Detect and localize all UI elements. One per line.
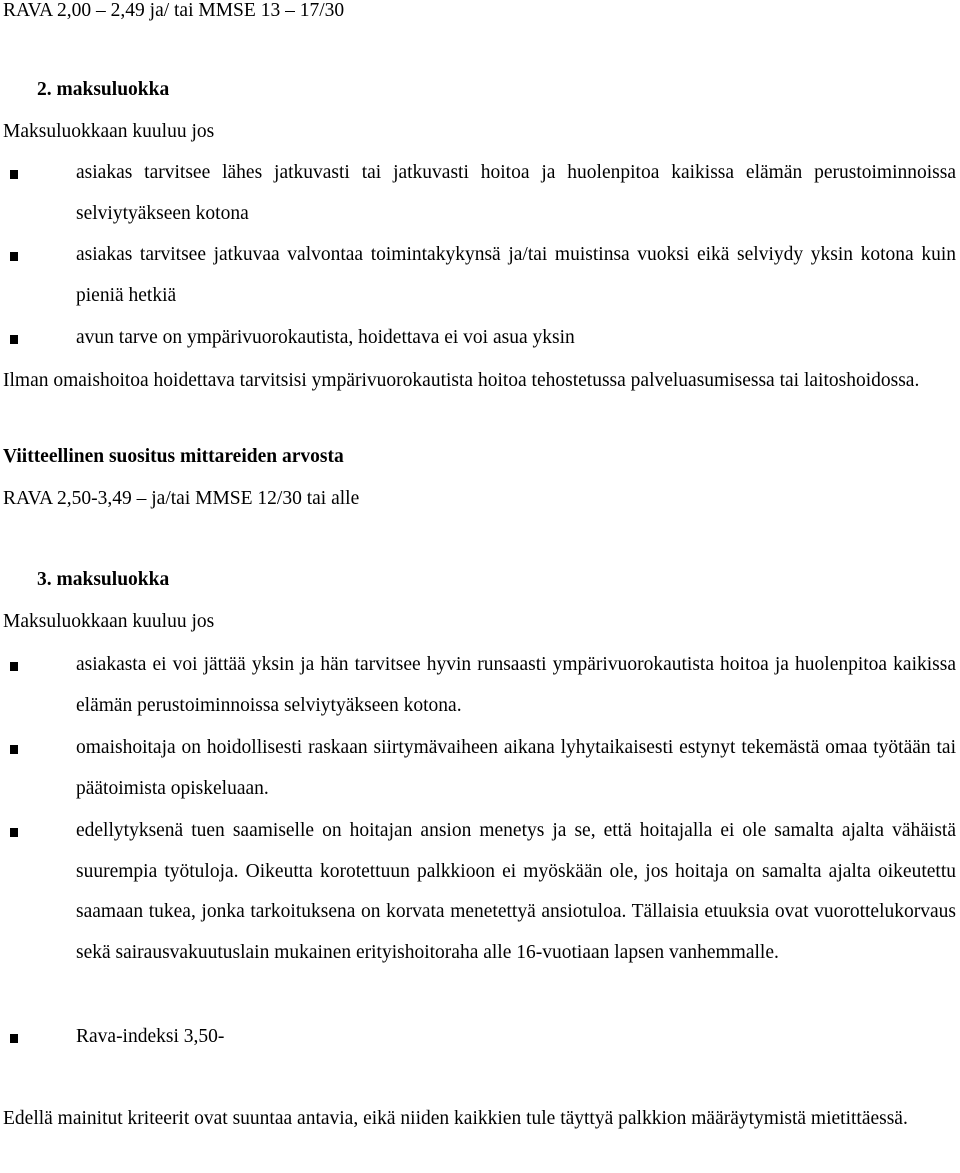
square-bullet-icon <box>10 252 18 261</box>
class3-heading: 3. maksuluokka <box>37 569 170 590</box>
class2-intro: Maksuluokkaan kuuluu jos <box>3 121 215 142</box>
class2-heading: 2. maksuluokka <box>37 79 170 100</box>
square-bullet-icon <box>10 1034 18 1043</box>
square-bullet-icon <box>10 745 18 754</box>
recommendation-value: RAVA 2,50-3,49 – ja/tai MMSE 12/30 tai alle <box>3 488 360 509</box>
square-bullet-icon <box>10 828 18 837</box>
closing-paragraph: Edellä mainitut kriteerit ovat suuntaa antavia, eikä niiden kaikkien tule täyttyä palkkion määräytymistä mietittäessä. <box>3 1108 908 1129</box>
recommendation-heading: Viitteellinen suositus mittareiden arvosta <box>3 446 344 467</box>
class3-intro: Maksuluokkaan kuuluu jos <box>3 611 215 632</box>
class2-paragraph: Ilman omaishoitoa hoidettava tarvitsisi ympärivuorokautista hoitoa tehostetussa palveluasumisessa tai laitoshoidossa. <box>3 370 920 391</box>
square-bullet-icon <box>10 662 18 671</box>
top-line: RAVA 2,00 – 2,49 ja/ tai MMSE 13 – 17/30 <box>3 0 345 21</box>
square-bullet-icon <box>10 170 18 179</box>
square-bullet-icon <box>10 335 18 344</box>
